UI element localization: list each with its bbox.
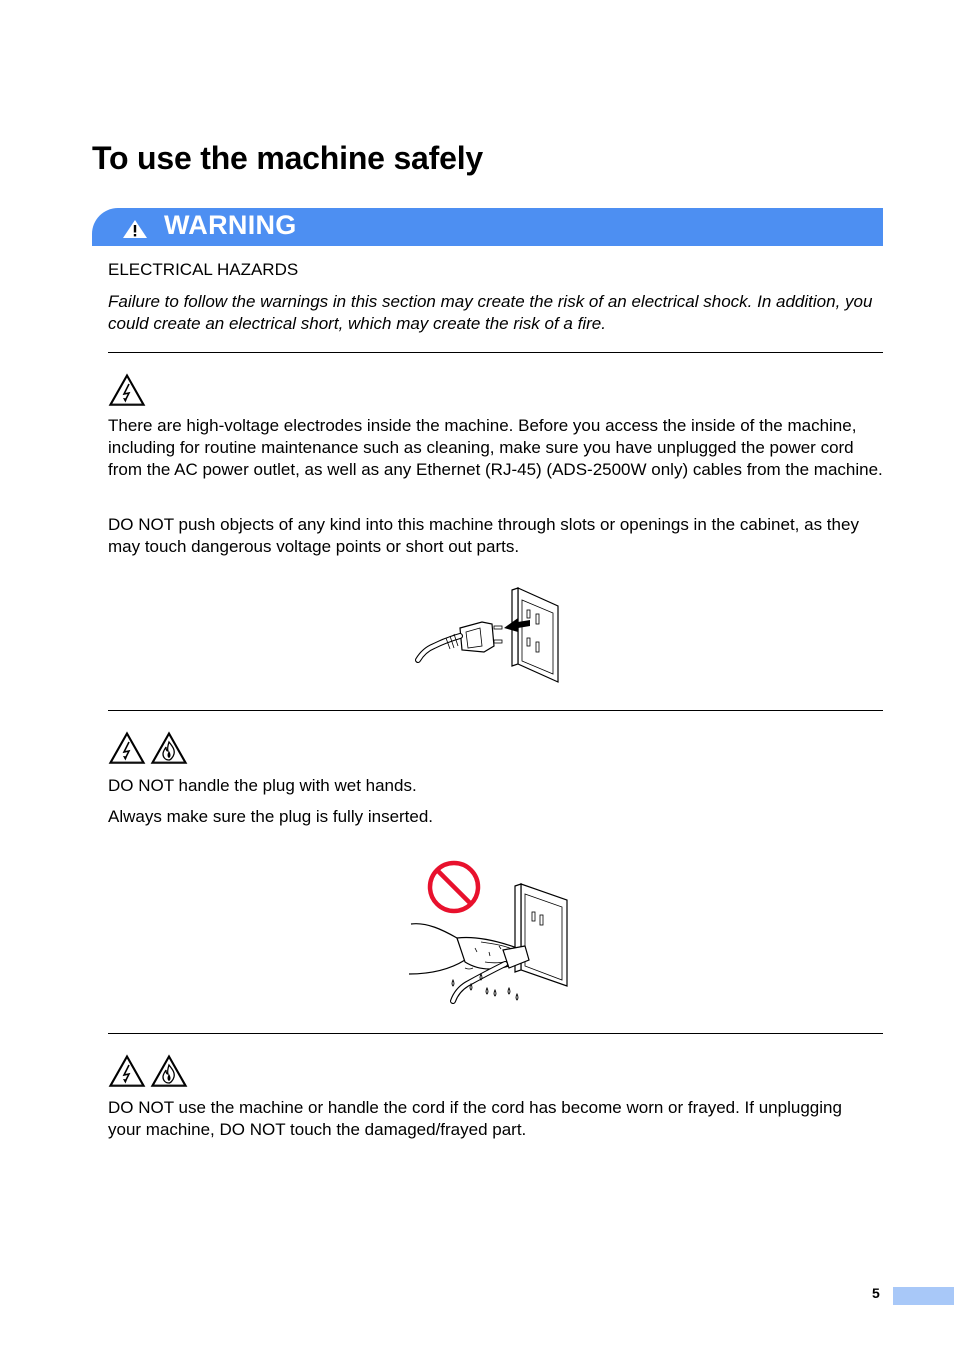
electrical-hazard-icon: [108, 1054, 146, 1088]
electrical-hazard-icon: [108, 731, 146, 765]
fire-hazard-icon: [150, 1054, 188, 1088]
divider: [108, 1033, 883, 1034]
section-heading: ELECTRICAL HAZARDS: [108, 260, 299, 279]
block2-paragraph-1: DO NOT handle the plug with wet hands.: [108, 776, 417, 795]
block1-paragraph-1: There are high-voltage electrodes inside the machine. Before you access the inside of the machine, including for routine maintenance such as cleaning, make sure you have unplugged the power cord from the AC power outlet, as well as any Ethernet (RJ-45) (ADS-2500W only) cables from the machine.: [108, 416, 883, 479]
block3-paragraph-1: DO NOT use the machine or handle the cord if the cord has become worn or frayed. If unplugging your machine, DO NOT touch the damaged/frayed part.: [108, 1098, 842, 1139]
intro-text: Failure to follow the warnings in this section may create the risk of an electrical shock. In addition, you could create an electrical short, which may create the risk of a fire.: [108, 292, 873, 333]
divider: [108, 710, 883, 711]
page-title: To use the machine safely: [92, 140, 483, 176]
block1-paragraph-2: DO NOT push objects of any kind into this machine through slots or openings in the cabinet, as they may touch dangerous voltage points or short out parts.: [108, 515, 859, 556]
warning-label: WARNING: [164, 210, 297, 240]
page-number: 5: [872, 1285, 880, 1301]
page-tab-marker: [893, 1287, 954, 1305]
divider: [108, 352, 883, 353]
warning-banner: [92, 208, 883, 246]
warning-triangle-icon: [122, 219, 148, 239]
block2-paragraph-2: Always make sure the plug is fully inserted.: [108, 807, 434, 826]
fire-hazard-icon: [150, 731, 188, 765]
unplug-illustration: [410, 584, 565, 686]
wet-hands-illustration: [405, 856, 570, 1004]
electrical-hazard-icon: [108, 373, 146, 407]
